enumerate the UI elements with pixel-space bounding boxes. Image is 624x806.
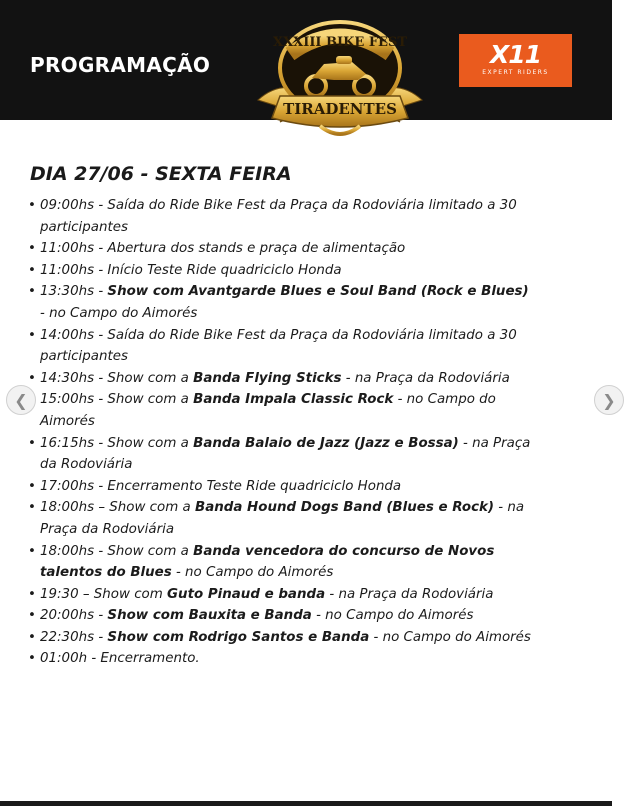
schedule-time: 20:00hs bbox=[40, 608, 95, 624]
schedule-item bbox=[28, 476, 534, 498]
schedule-location: - na Praça da Rodoviária bbox=[341, 370, 510, 386]
chevron-left-icon[interactable]: ❮ bbox=[6, 385, 36, 415]
bottom-divider bbox=[0, 801, 612, 806]
schedule-text: - Show com a bbox=[94, 435, 194, 451]
schedule-location: - na Praça da Rodoviária bbox=[325, 586, 494, 602]
schedule-text: - Encerramento Teste Ride quadriciclo Honda bbox=[94, 478, 402, 494]
brand-mark: X11 bbox=[489, 40, 542, 69]
schedule-time: 17:00hs bbox=[40, 478, 95, 494]
schedule-item bbox=[28, 627, 534, 649]
schedule-item bbox=[28, 648, 534, 670]
schedule-time: 14:30hs bbox=[40, 370, 95, 386]
schedule-text: - Show com a bbox=[94, 392, 194, 408]
schedule-highlight: Show com Avantgarde Blues e Soul Band (Rock e Blues) bbox=[107, 284, 529, 300]
day-heading: DIA 27/06 - SEXTA FEIRA bbox=[30, 163, 292, 185]
schedule-location: - no Campo do Aimorés bbox=[40, 305, 198, 321]
schedule-text: - Abertura dos stands e praça de alimentação bbox=[94, 241, 406, 257]
schedule-text: - Encerramento. bbox=[87, 651, 200, 667]
schedule-time: 16:15hs bbox=[40, 435, 95, 451]
schedule-highlight: Banda Hound Dogs Band (Blues e Rock) bbox=[194, 500, 495, 516]
schedule-highlight: Banda Impala Classic Rock bbox=[193, 392, 394, 408]
schedule-location: - no Campo do Aimorés bbox=[171, 565, 334, 581]
schedule-location: - no Campo do Aimorés bbox=[311, 608, 474, 624]
schedule-time: 01:00h bbox=[40, 651, 88, 667]
schedule-item bbox=[28, 260, 534, 282]
schedule-item bbox=[28, 238, 534, 260]
schedule-item bbox=[28, 584, 534, 606]
schedule-text: - bbox=[94, 608, 108, 624]
schedule-item bbox=[28, 497, 534, 540]
schedule-item bbox=[28, 195, 534, 238]
schedule-time: 19:30 bbox=[40, 586, 79, 602]
schedule-location: - no Campo do Aimorés bbox=[40, 392, 496, 429]
schedule-item bbox=[28, 368, 534, 390]
schedule-item bbox=[28, 605, 534, 627]
schedule-text: - Show com a bbox=[94, 370, 194, 386]
schedule-time: 11:00hs bbox=[40, 241, 95, 257]
schedule-time: 11:00hs bbox=[40, 262, 95, 278]
schedule-time: 15:00hs bbox=[40, 392, 95, 408]
schedule-highlight: Guto Pinaud e banda bbox=[167, 586, 326, 602]
event-logo-line1: XXXIII BIKE FEST bbox=[272, 35, 408, 50]
brand-tagline: EXPERT RIDERS bbox=[482, 69, 549, 76]
schedule-highlight: Banda Flying Sticks bbox=[193, 370, 342, 386]
schedule-location: - na Praça da Rodoviária bbox=[40, 435, 531, 473]
schedule-text: - bbox=[94, 629, 108, 645]
schedule-text: – Show com bbox=[78, 586, 168, 602]
schedule-text: - Início Teste Ride quadriciclo Honda bbox=[94, 262, 342, 278]
schedule-time: 18:00hs bbox=[40, 543, 95, 559]
schedule-item bbox=[28, 325, 534, 368]
schedule-list bbox=[28, 195, 534, 670]
schedule-time: 09:00hs bbox=[40, 198, 95, 213]
schedule-text: - Saída do Ride Bike Fest da Praça da Rodoviária limitado a 30 participantes bbox=[40, 198, 517, 235]
schedule-item bbox=[28, 541, 534, 584]
schedule-time: 14:00hs bbox=[40, 327, 95, 343]
schedule-highlight: Show com Rodrigo Santos e Banda bbox=[107, 629, 370, 645]
bike-fest-logo bbox=[250, 14, 430, 146]
schedule-item bbox=[28, 281, 534, 324]
schedule-time: 13:30hs bbox=[40, 284, 95, 300]
x11-brand-logo bbox=[459, 34, 572, 87]
schedule-item bbox=[28, 433, 534, 476]
schedule-text: - bbox=[94, 284, 108, 300]
schedule-time: 22:30hs bbox=[40, 629, 95, 645]
page-title: PROGRAMAÇÃO bbox=[30, 53, 211, 77]
schedule-highlight: Show com Bauxita e Banda bbox=[107, 608, 312, 624]
event-logo-line2: TIRADENTES bbox=[283, 100, 397, 118]
schedule-text: - Saída do Ride Bike Fest da Praça da Rodoviária limitado a 30 participantes bbox=[40, 327, 517, 365]
schedule-location: - no Campo do Aimorés bbox=[369, 629, 531, 645]
schedule-text: – Show com a bbox=[94, 500, 195, 516]
chevron-right-icon[interactable]: ❯ bbox=[594, 385, 624, 415]
header-banner bbox=[0, 0, 612, 120]
schedule-item bbox=[28, 389, 534, 432]
schedule-time: 18:00hs bbox=[40, 500, 95, 516]
schedule-highlight: Banda Balaio de Jazz (Jazz e Bossa) bbox=[193, 435, 459, 451]
schedule-highlight: Banda vencedora do concurso de Novos talentos do Blues bbox=[40, 543, 495, 581]
schedule-location: - na Praça da Rodoviária bbox=[40, 500, 525, 537]
schedule-text: - Show com a bbox=[94, 543, 194, 559]
